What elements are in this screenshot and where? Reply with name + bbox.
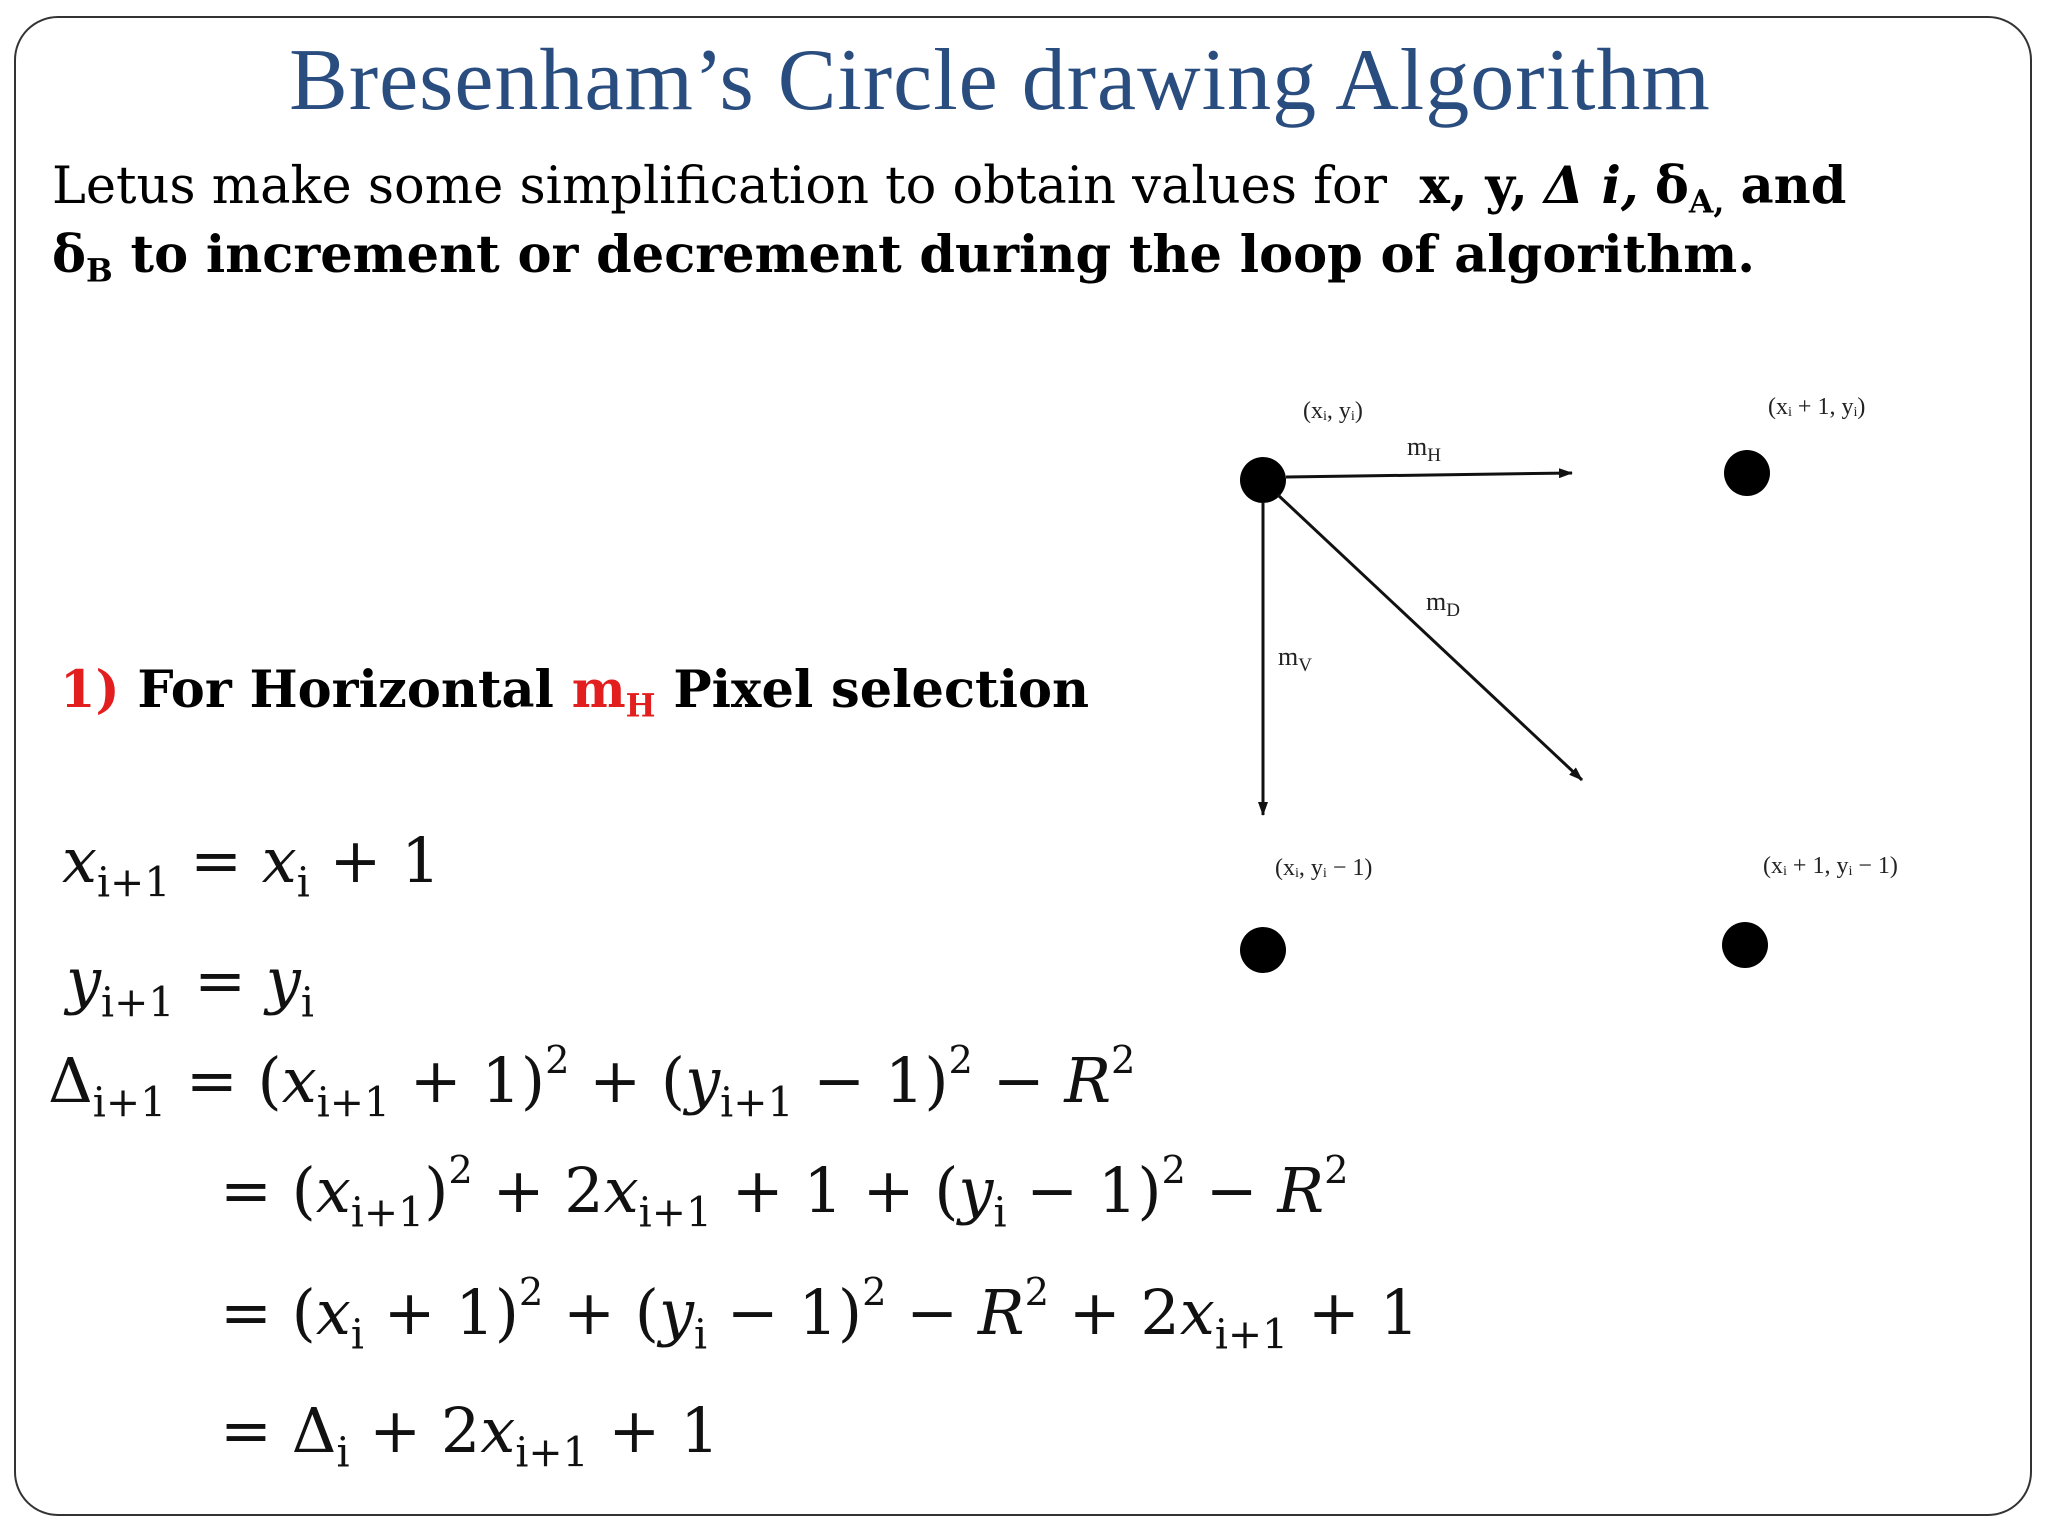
- label-p2: (xᵢ + 1, yᵢ): [1768, 394, 1866, 420]
- intro-plain-text: Letus make some simplification to obtain values for: [52, 157, 1388, 216]
- equation-result: = $\Delta_i + 2x_{i+1} + 1$: [220, 1394, 720, 1477]
- arrow-mh: [1286, 473, 1572, 477]
- intro-line-2: [52, 221, 2012, 289]
- section-m-h: $m_H$: [571, 660, 656, 725]
- intro-delta-b: $\delta_B$: [52, 225, 113, 290]
- equation-delta-def: $\Delta_{i+1} = (x_{i+1} + 1)^2 + (y_{i+1} - 1)^2 - R^2$: [48, 1038, 1136, 1127]
- equation-expand-2: = $(x_i + 1)^2 + (y_i - 1)^2 - R^2 + 2x_{i+1} + 1$: [220, 1270, 1420, 1359]
- intro-and: and: [1740, 156, 1847, 216]
- intro-rest: to increment or decrement during the loop of algorithm.: [130, 225, 1755, 285]
- label-p3: (xᵢ, yᵢ − 1): [1275, 855, 1373, 881]
- label-mv: $m_V$: [1278, 642, 1312, 676]
- label-p4: (xᵢ + 1, yᵢ − 1): [1763, 853, 1898, 879]
- section-label-pre: For Horizontal: [137, 660, 554, 720]
- pixel-selection-diagram: [1200, 390, 2000, 1010]
- intro-line-1: [52, 152, 2012, 221]
- label-md: $m_D$: [1426, 587, 1460, 621]
- equation-x-update: $x_{i+1} = x_i + 1$: [62, 824, 441, 907]
- intro-paragraph: [52, 152, 2012, 289]
- section-heading: [60, 660, 1090, 725]
- section-label-post: Pixel selection: [673, 660, 1090, 720]
- slide-title: Bresenham’s Circle drawing Algorithm: [289, 32, 1711, 129]
- intro-delta-a: $\delta_{A,}$: [1654, 156, 1725, 221]
- equation-expand-1: = $(x_{i+1})^2 + 2x_{i+1} + 1 + (y_i - 1)^2 - R^2$: [220, 1148, 1349, 1237]
- intro-delta-i: Δ i,: [1544, 156, 1639, 216]
- label-mh: $m_H$: [1407, 432, 1441, 466]
- section-number: 1): [60, 660, 120, 720]
- pixel-diagonal: [1722, 922, 1768, 968]
- equation-y-update: $y_{i+1} = y_i$: [66, 944, 314, 1027]
- label-p1: (xᵢ, yᵢ): [1303, 398, 1363, 424]
- intro-vars: x, y,: [1419, 156, 1528, 216]
- arrow-md: [1278, 495, 1582, 780]
- pixel-horizontal: [1724, 450, 1770, 496]
- pixel-vertical: [1240, 927, 1286, 973]
